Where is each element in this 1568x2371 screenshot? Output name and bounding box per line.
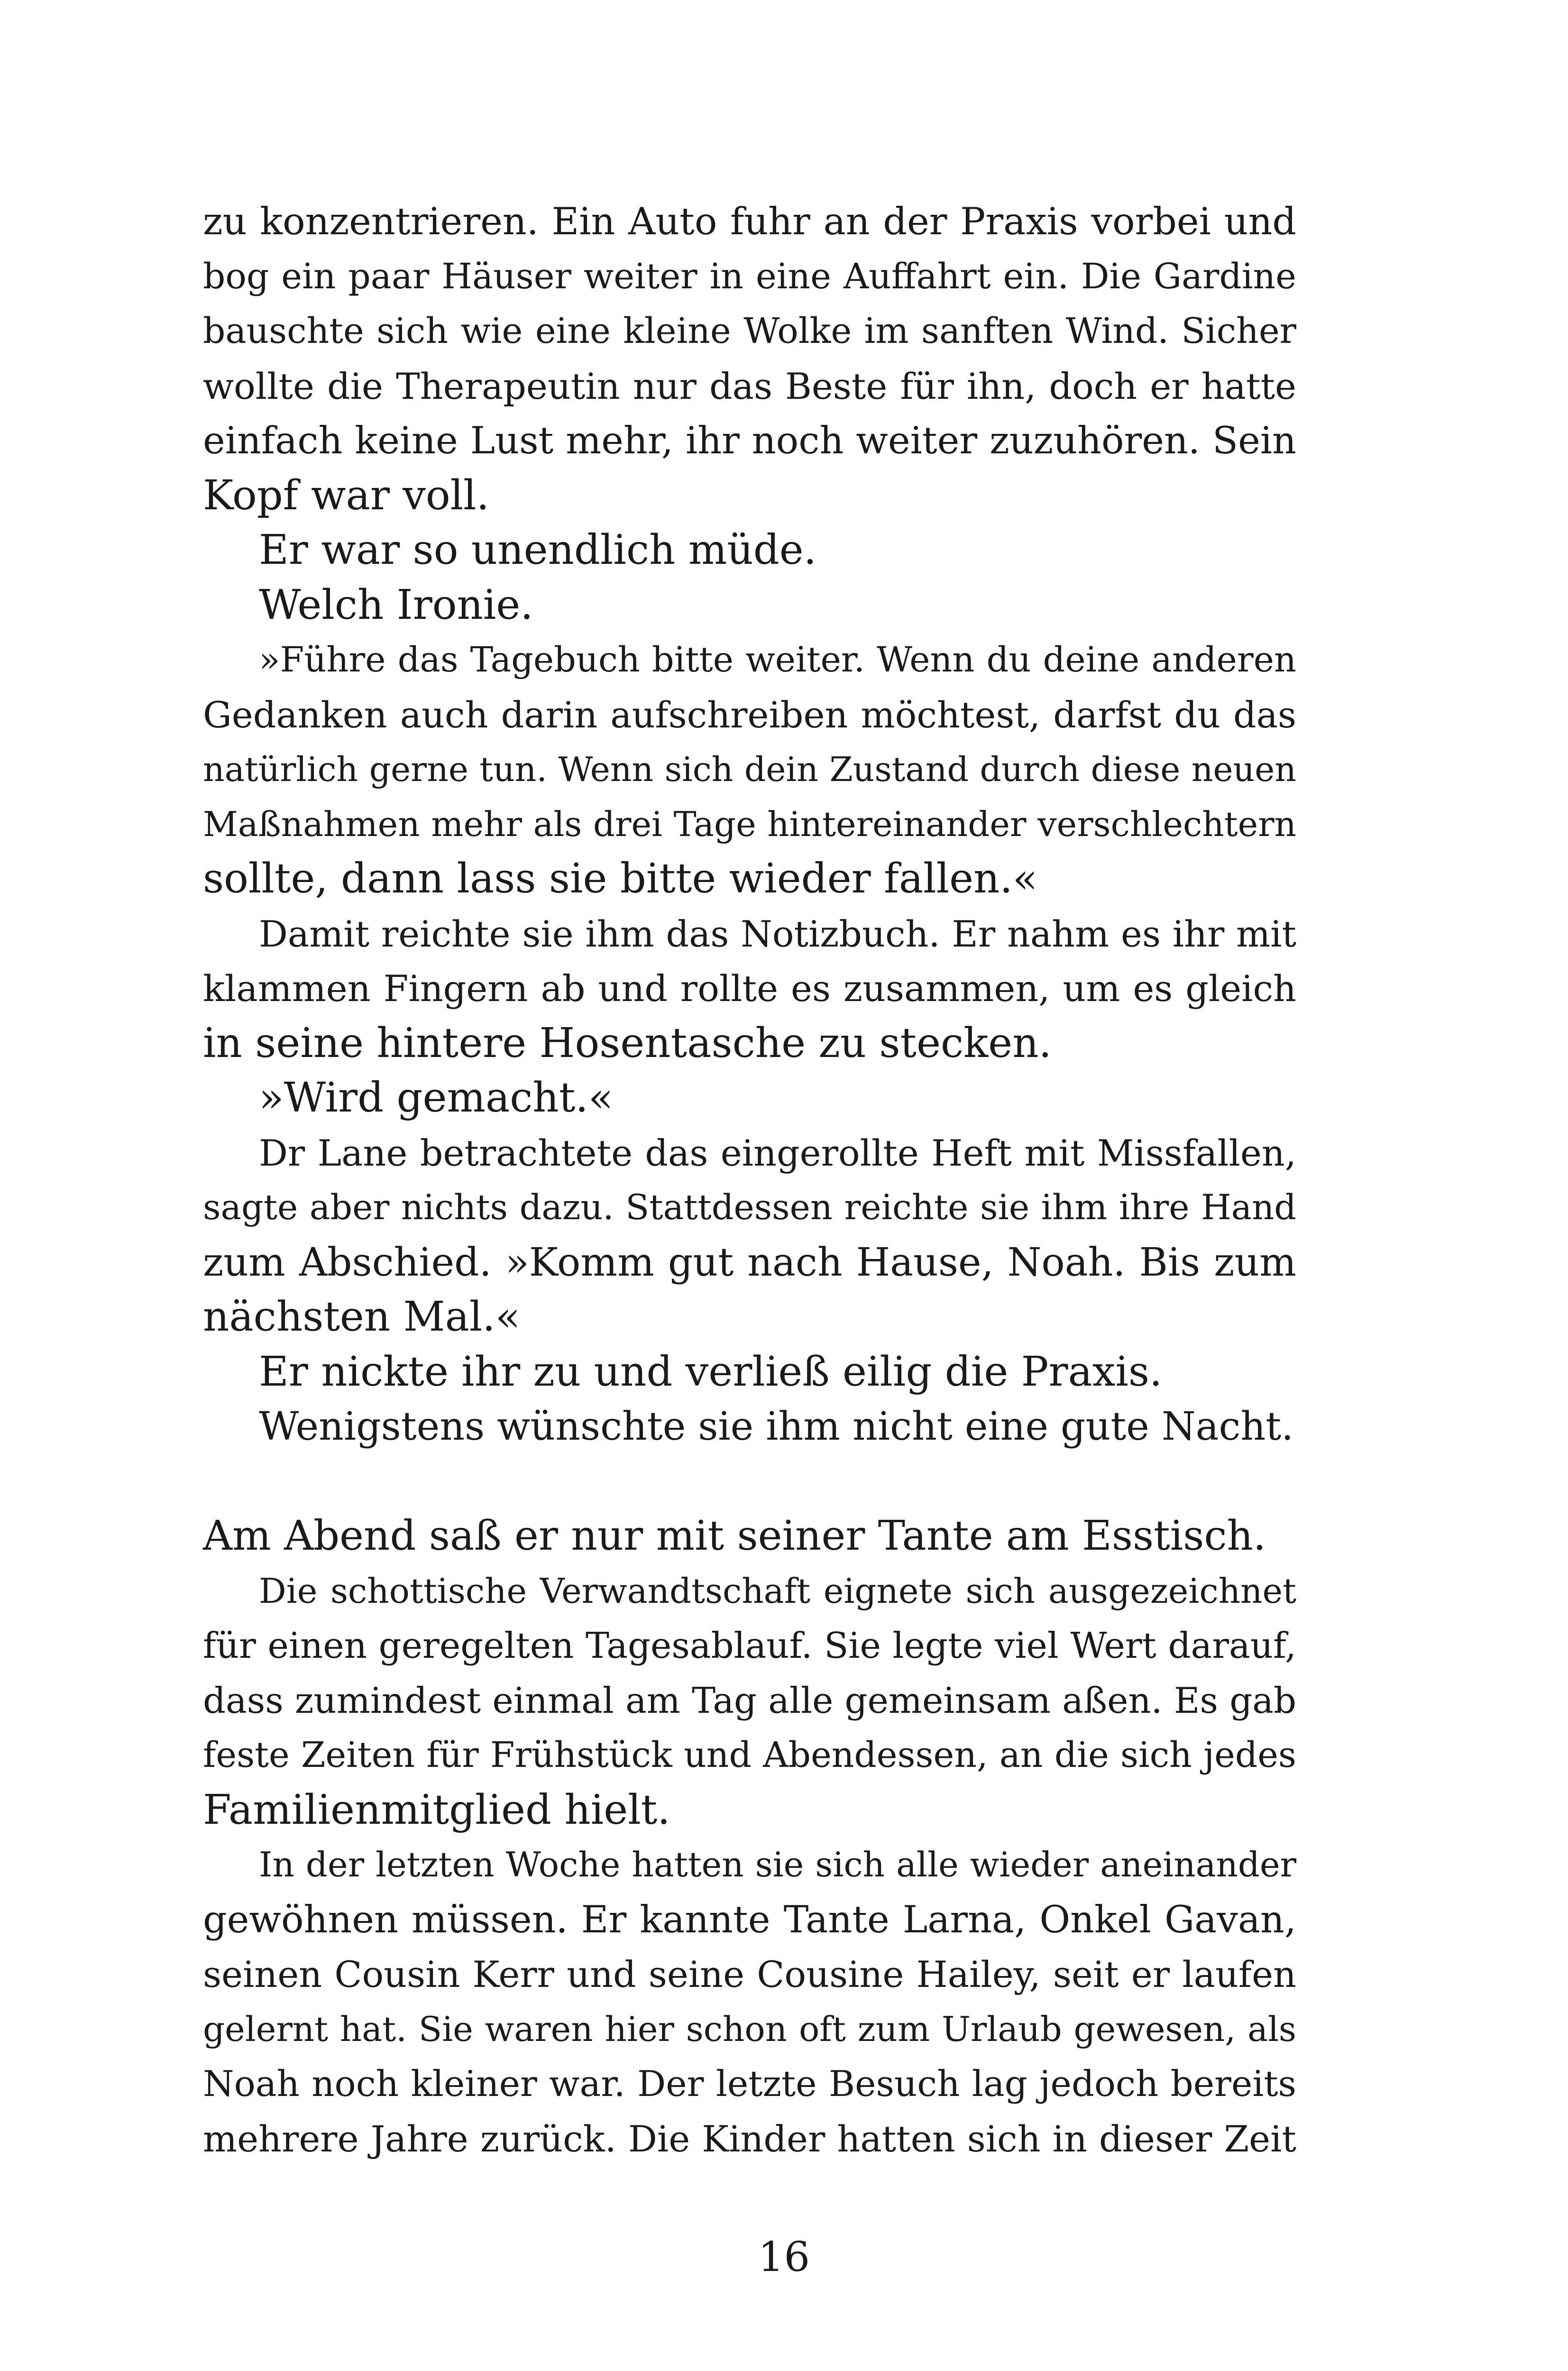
text-line: Noah noch kleiner war. Der letzte Besuch lag jedoch bereits bbox=[203, 2063, 1296, 2104]
text-line: Damit reichte sie ihm das Notizbuch. Er nahm es ihr mit bbox=[259, 912, 1296, 955]
text-line: sollte, dann lass sie bitte wieder fallen.« bbox=[203, 855, 1038, 902]
text-line: einfach keine Lust mehr, ihr noch weiter zuzuhören. Sein bbox=[203, 419, 1296, 462]
text-line: Kopf war voll. bbox=[203, 471, 489, 519]
body-text bbox=[203, 194, 1296, 2166]
text-line: wollte die Therapeutin nur das Beste für ihn, doch er hatte bbox=[203, 365, 1296, 407]
text-line: klammen Fingern ab und rollte es zusammen, um es gleich bbox=[203, 967, 1296, 1010]
text-line: Gedanken auch darin aufschreiben möchtest, darfst du das bbox=[203, 693, 1296, 736]
page-number: 16 bbox=[758, 2233, 810, 2281]
text-line: bauschte sich wie eine kleine Wolke im sanften Wind. Sicher bbox=[203, 311, 1296, 351]
text-line: »Wird gemacht.« bbox=[259, 1074, 614, 1121]
text-line: Wenigstens wünschte sie ihm nicht eine gute Nacht. bbox=[259, 1404, 1294, 1449]
text-line: gewöhnen müssen. Er kannte Tante Larna, Onkel Gavan, bbox=[203, 1897, 1296, 1941]
text-line: nächsten Mal.« bbox=[203, 1293, 521, 1341]
text-line: Welch Ironie. bbox=[259, 581, 533, 629]
text-line: Maßnahmen mehr als drei Tage hintereinander verschlechtern bbox=[203, 804, 1296, 844]
text-line: für einen geregelten Tagesablauf. Sie legte viel Wert darauf, bbox=[203, 1625, 1296, 1666]
text-line: Dr Lane betrachtete das eingerollte Heft mit Missfallen, bbox=[259, 1131, 1296, 1174]
text-line: Er war so unendlich müde. bbox=[259, 526, 817, 574]
text-line: seinen Cousin Kerr und seine Cousine Hailey, seit er laufen bbox=[203, 1953, 1296, 1995]
text-line: gelernt hat. Sie waren hier schon oft zum Urlaub gewesen, als bbox=[203, 2009, 1296, 2049]
text-line: sagte aber nichts dazu. Stattdessen reichte sie ihm ihre Hand bbox=[203, 1187, 1296, 1228]
text-line: In der letzten Woche hatten sie sich alle wieder aneinander bbox=[259, 1845, 1296, 1884]
text-line: »Führe das Tagebuch bitte weiter. Wenn du deine anderen bbox=[259, 640, 1296, 680]
text-line: zum Abschied. »Komm gut nach Hause, Noah. Bis zum bbox=[203, 1240, 1296, 1285]
text-line: mehrere Jahre zurück. Die Kinder hatten sich in dieser Zeit bbox=[203, 2117, 1296, 2160]
text-line: in seine hintere Hosentasche zu stecken. bbox=[203, 1019, 1052, 1067]
text-line: dass zumindest einmal am Tag alle gemeinsam aßen. Es gab bbox=[203, 1679, 1296, 1721]
text-line: feste Zeiten für Frühstück und Abendessen, an die sich jedes bbox=[203, 1735, 1296, 1775]
text-line: Am Abend saß er nur mit seiner Tante am Esstisch. bbox=[203, 1512, 1266, 1560]
text-line: zu konzentrieren. Ein Auto fuhr an der Praxis vorbei und bbox=[203, 200, 1296, 243]
text-line: bog ein paar Häuser weiter in eine Auffahrt ein. Die Gardine bbox=[203, 256, 1296, 297]
text-line: natürlich gerne tun. Wenn sich dein Zustand durch diese neuen bbox=[203, 750, 1296, 789]
section-break bbox=[203, 1454, 1296, 1509]
text-line: Die schottische Verwandtschaft eignete sich ausgezeichnet bbox=[259, 1571, 1296, 1611]
text-line: Familienmitglied hielt. bbox=[203, 1786, 670, 1834]
text-line: Er nickte ihr zu und verließ eilig die Praxis. bbox=[259, 1348, 1163, 1396]
